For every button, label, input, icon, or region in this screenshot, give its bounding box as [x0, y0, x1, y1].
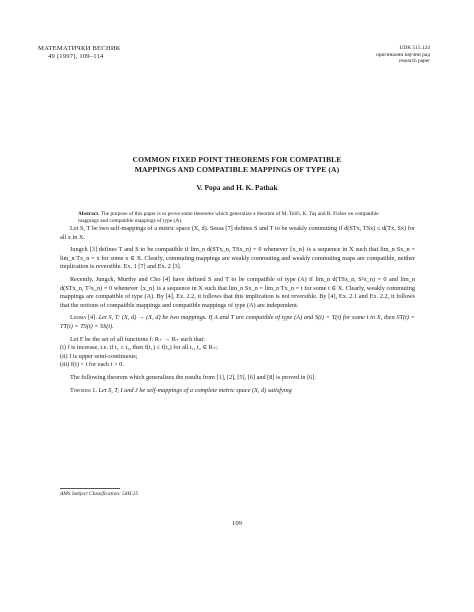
udc-code: UDK 515.124 [399, 45, 430, 51]
paragraph: Let F be the set of all functions f: R₊ → R₊ such that: [70, 335, 205, 343]
paper-type-sr: оригинални научни рад [376, 51, 430, 58]
paper-title [70, 155, 404, 175]
abstract [78, 211, 396, 224]
paper-type-en: research paper [398, 58, 430, 65]
paragraph: Recently, Jungck, Murthy and Cho [4] have defined S and T to be compatible of type (A) if lim_n d(TSx_n, S²x_n) = 0 and lim_n d(STx_n, T²x_n) = 0 whenever {x_n} is a sequence in X such that lim_n Sx_n = lim_n Tx_n = t for some t ∈ X. Clearly, weakly commuting mappings are compatible of type (A). By [4], Ex. 2.2, it follows that this implication is not reversible. By [4], Ex. 2.1 and Ex. 2.2, it follows that the notions of compatible mappings and compatible mappings of type (A) are independent. [60, 275, 415, 309]
list-item: (i) f is increase, i.e. if t₁ ≤ t₂, then f(t₁) ≤ f(t₂) for all t₁, t₂ ∈ R₊; [60, 344, 218, 352]
theorem-label: Theorem 1. [70, 386, 97, 394]
theorem [60, 387, 415, 396]
list-item: (ii) f is upper semi-continuous; [60, 352, 138, 360]
footnote-rule [60, 488, 120, 489]
paragraph: The following theorem which generalizes the results from [1], [2], [5], [6] and [8] is proved in [6]. [70, 373, 316, 381]
classification-header [376, 45, 430, 65]
journal-header [38, 45, 120, 61]
journal-name: МАТЕМАТИЧКИ ВЕСНИК [38, 45, 121, 52]
paragraph: Jungck [3] defines T and S to be compatible if lim_n d(STx_n, TSx_n) = 0 whenever {x_n} is a sequence in X such that lim_n Sx_n = lim_n Tx_n = x for some x ∈ X. Clearly, commuting mappings are weakly commuting and weakly commuting maps are compatible, neither implication is reversible. Ex. 1 [7] and Ex. 2 [3]. [60, 246, 415, 271]
title-line: COMMON FIXED POINT THEOREMS FOR COMPATIBLE [132, 155, 342, 164]
lemma [60, 314, 415, 331]
theorem-text: Let S, T, I and J be self-mappings of a complete metric space (X, d) satisfying [98, 386, 292, 394]
body-text [60, 225, 415, 399]
footnote: AMS Subject Classification: 54H 25 [60, 491, 139, 497]
paragraph: Let S, T be two self-mappings of a metric space (X, d). Sessa [7] defines S and T to be weakly commuting if d(STx, TSx) ≤ d(Tx, Sx) for all x in X. [60, 225, 415, 241]
lemma-label: Lemma [4]. [70, 314, 97, 322]
abstract-label: Abstract. [78, 211, 100, 217]
list-item: (iii) f(t) < t for each t > 0. [60, 361, 124, 369]
authors: V. Popa and H. K. Pathak [196, 183, 278, 192]
page-number: 109 [232, 520, 242, 527]
title-line: MAPPINGS AND COMPATIBLE MAPPINGS OF TYPE (A) [134, 165, 340, 174]
lemma-text: Let S, T: (X, d) → (X, d) be two mappings. If A and T are compatible of type (A) and S(t) = T(t) for some t in X, then ST(t) = TT(t) = TS(t) = SS(t). [60, 314, 415, 330]
abstract-text: The purpose of this paper is to prove some theorems which generalize a theorem of M. Telči, K. Taş and B. Fisher on compatible mappings and compatible mappings of type (A). [78, 211, 379, 224]
volume-info: 49 (1997), 109–114 [48, 53, 104, 61]
